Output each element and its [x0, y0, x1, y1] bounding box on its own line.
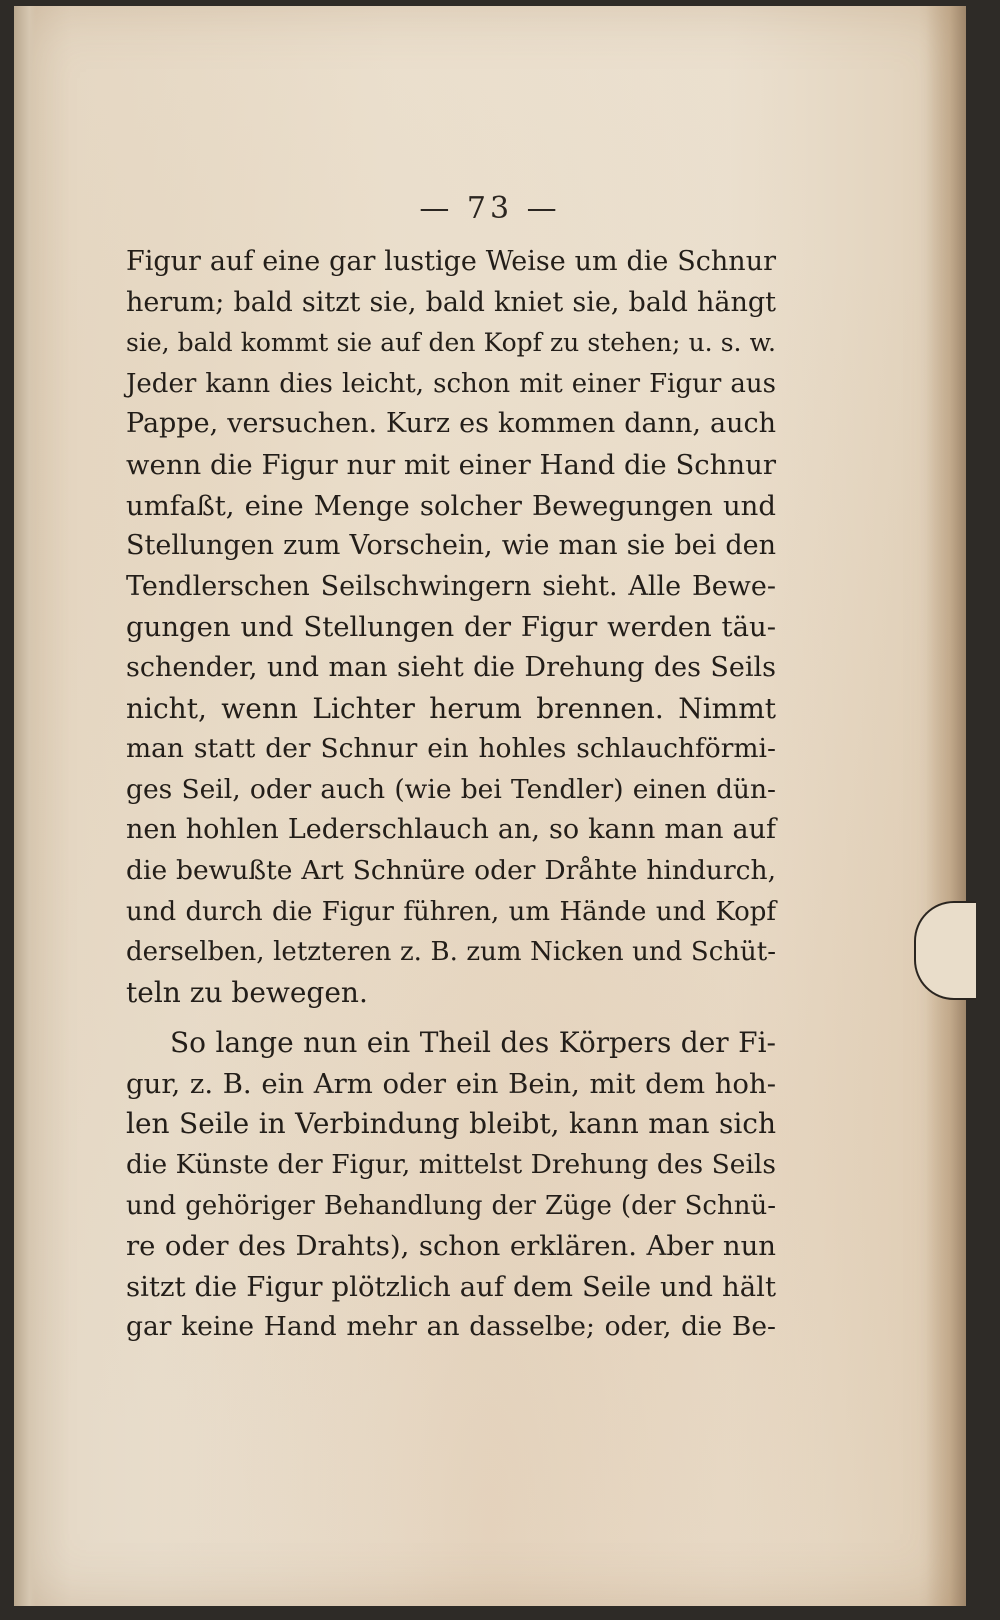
- page-fore-edge: [926, 6, 966, 1606]
- text-line: So lange nun ein Theil des Körpers der Fi-: [170, 1026, 776, 1060]
- text-line: man statt der Schnur ein hohles schlauchförmi-: [126, 733, 776, 765]
- book-page: [14, 6, 966, 1606]
- text-line: gungen und Stellungen der Figur werden täu-: [126, 611, 776, 644]
- page-number: — 73 —: [419, 191, 561, 226]
- text-line: gur, z. B. ein Arm oder ein Bein, mit dem hoh-: [126, 1067, 776, 1100]
- body-text: [126, 242, 776, 1348]
- text-line: sitzt die Figur plötzlich auf dem Seile und hält: [126, 1270, 776, 1303]
- page-tab-marker: [914, 901, 976, 1000]
- text-line: die Künste der Figur, mittelst Drehung des Seils: [126, 1149, 776, 1181]
- text-line: ges Seil, oder auch (wie bei Tendler) einen dün-: [126, 773, 776, 805]
- text-line: gar keine Hand mehr an dasselbe; oder, die Be-: [126, 1311, 776, 1343]
- text-line: nicht, wenn Lichter herum brennen. Nimmt: [126, 691, 776, 725]
- text-line: Pappe, versuchen. Kurz es kommen dann, auch: [126, 408, 776, 440]
- text-line: und durch die Figur führen, um Hände und Kopf: [126, 896, 776, 927]
- text-line: und gehöriger Behandlung der Züge (der Schnü-: [126, 1190, 776, 1221]
- paragraph: [126, 1023, 776, 1348]
- text-line: umfaßt, eine Menge solcher Bewegungen und: [126, 489, 776, 522]
- text-line: derselben, letzteren z. B. zum Nicken und Schüt-: [126, 937, 776, 968]
- text-line: sie, bald kommt sie auf den Kopf zu stehen; u. s. w.: [126, 328, 776, 358]
- text-line: die bewußte Art Schnüre oder Dråhte hindurch,: [126, 854, 776, 886]
- text-line: herum; bald sitzt sie, bald kniet sie, bald hängt: [126, 286, 776, 318]
- page-gutter: [14, 6, 36, 1606]
- paragraph: [126, 242, 776, 1013]
- text-line: teln zu bewegen.: [126, 975, 368, 1009]
- text-line: Figur auf eine gar lustige Weise um die Schnur: [126, 246, 776, 277]
- text-line: Stellungen zum Vorschein, wie man sie bei den: [126, 530, 776, 562]
- text-line: wenn die Figur nur mit einer Hand die Schnur: [126, 448, 776, 481]
- text-line: Jeder kann dies leicht, schon mit einer Figur aus: [126, 368, 776, 399]
- text-line: re oder des Drahts), schon erklären. Aber nun: [126, 1230, 776, 1263]
- text-line: schender, und man sieht die Drehung des Seils: [126, 651, 776, 683]
- text-line: len Seile in Verbindung bleibt, kann man sich: [126, 1107, 776, 1141]
- text-line: nen hohlen Lederschlauch an, so kann man auf: [126, 814, 776, 846]
- text-line: Tendlerschen Seilschwingern sieht. Alle Bewe-: [126, 570, 776, 602]
